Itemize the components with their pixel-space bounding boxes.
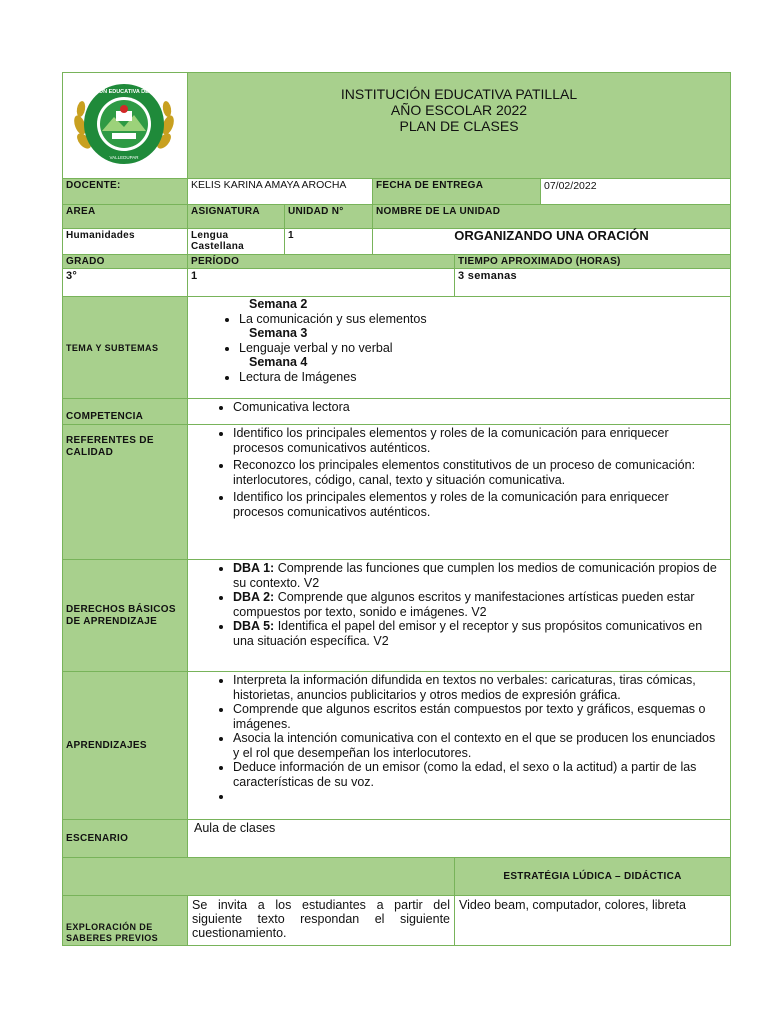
dba-item bbox=[233, 619, 717, 648]
competencia-content bbox=[188, 399, 731, 425]
lesson-plan-document bbox=[62, 72, 730, 946]
tema-content bbox=[188, 297, 731, 399]
aprendizaje-item bbox=[233, 789, 721, 803]
svg-text:INSTITUCIÓN EDUCATIVA DE PATIL: INSTITUCIÓN EDUCATIVA DE PATILLAL bbox=[72, 89, 176, 95]
tema-label: TEMA Y SUBTEMAS bbox=[63, 297, 188, 399]
grado-label: GRADO bbox=[63, 255, 188, 269]
asignatura-value: Lengua Castellana bbox=[188, 229, 285, 255]
week-2-heading: Semana 2 bbox=[249, 297, 308, 311]
fecha-value: 07/02/2022 bbox=[541, 179, 731, 205]
week-3-heading: Semana 3 bbox=[249, 326, 308, 340]
dba-text: Comprende que algunos escritos y manifestaciones artísticas pueden estar compuestos por texto, sonido e imágenes. V2 bbox=[233, 590, 695, 619]
svg-text:VALLEDUPAR: VALLEDUPAR bbox=[109, 155, 139, 160]
competencia-item: • Comunicativa lectora bbox=[233, 400, 727, 415]
referente-item: • Identifico los principales elementos y roles de la comunicación para enriquecer procesos comunicativos auténticos. bbox=[233, 426, 717, 455]
tiempo-label: TIEMPO APROXIMADO (HORAS) bbox=[455, 255, 731, 269]
week-2-topic: • La comunicación y sus elementos bbox=[239, 312, 727, 327]
dba-label: DERECHOS BÁSICOS DE APRENDIZAJE bbox=[63, 560, 188, 672]
dba-text: Comprende las funciones que cumplen los medios de comunicación propios de su contexto. V2 bbox=[233, 561, 717, 590]
exploracion-text: Se invita a los estudiantes a partir del siguiente texto respondan el siguiente cuestionamiento. bbox=[188, 896, 455, 946]
tiempo-value: 3 semanas bbox=[455, 269, 731, 297]
aprendizajes-content bbox=[188, 672, 731, 820]
unidad-value: 1 bbox=[285, 229, 373, 255]
plan-title: PLAN DE CLASES bbox=[399, 118, 519, 134]
aprendizaje-item: • Deduce información de un emisor (como la edad, el sexo o la actitud) a partir de las características de su voz. bbox=[233, 760, 721, 789]
area-value: Humanidades bbox=[63, 229, 188, 255]
dba-item bbox=[233, 561, 717, 590]
referentes-content bbox=[188, 425, 731, 560]
week-4-heading: Semana 4 bbox=[249, 355, 308, 369]
referente-item: • Identifico los principales elementos y roles de la comunicación para enriquecer procesos comunicativos auténticos. bbox=[233, 490, 717, 519]
unidad-label: UNIDAD N° bbox=[285, 205, 373, 229]
week-3-topic: • Lenguaje verbal y no verbal bbox=[239, 341, 727, 356]
aprendizaje-item: • Comprende que algunos escritos están compuestos por texto y gráficos, esquemas o imágenes. bbox=[233, 702, 721, 731]
periodo-value: 1 bbox=[188, 269, 455, 297]
dba-content bbox=[188, 560, 731, 672]
area-label: AREA bbox=[63, 205, 188, 229]
logo-cell bbox=[63, 73, 188, 179]
exploracion-resources: Video beam, computador, colores, libreta bbox=[455, 896, 731, 946]
dba-code: DBA 5: bbox=[233, 619, 275, 633]
docente-label: DOCENTE: bbox=[63, 179, 188, 205]
escenario-value: Aula de clases bbox=[188, 820, 731, 858]
aprendizaje-item: • Asocia la intención comunicativa con el contexto en el que se producen los enunciados y el rol que desempeñan los interlocutores. bbox=[233, 731, 721, 760]
dba-item bbox=[233, 590, 717, 619]
dba-text: Identifica el papel del emisor y el receptor y sus propósitos comunicativos en una situación específica. V2 bbox=[233, 619, 703, 648]
escenario-label: ESCENARIO bbox=[63, 820, 188, 858]
referente-item: • Reconozco los principales elementos constitutivos de un proceso de comunicación: interlocutores, código, canal, texto y situación comunicativa. bbox=[233, 458, 717, 487]
institution-name: INSTITUCIÓN EDUCATIVA PATILLAL bbox=[340, 86, 578, 102]
dba-code: DBA 2: bbox=[233, 590, 275, 604]
nombre-unidad-value: ORGANIZANDO UNA ORACIÓN bbox=[373, 229, 731, 255]
dba-code: DBA 1: bbox=[233, 561, 275, 575]
exploracion-label: EXPLORACIÓN DE SABERES PREVIOS bbox=[63, 896, 188, 946]
aprendizaje-item: • Interpreta la información difundida en textos no verbales: caricaturas, tiras cómicas, historietas, anuncios publicitarios y otros medios de expresión gráfica. bbox=[233, 673, 721, 702]
school-logo bbox=[72, 81, 176, 167]
school-year: AÑO ESCOLAR 2022 bbox=[390, 102, 528, 118]
estrategia-label: ESTRATÉGIA LÚDICA – DIDÁCTICA bbox=[455, 858, 731, 896]
asignatura-label: ASIGNATURA bbox=[188, 205, 285, 229]
week-4-topic: • Lectura de Imágenes bbox=[239, 370, 727, 385]
fecha-label: FECHA DE ENTREGA bbox=[373, 179, 541, 205]
estrategia-empty-cell bbox=[63, 858, 455, 896]
header-title-cell bbox=[188, 73, 731, 179]
lesson-plan-table bbox=[62, 72, 731, 946]
nombre-unidad-label: NOMBRE DE LA UNIDAD bbox=[373, 205, 731, 229]
competencia-label: COMPETENCIA bbox=[63, 399, 188, 425]
grado-value: 3° bbox=[63, 269, 188, 297]
periodo-label: PERÍODO bbox=[188, 255, 455, 269]
aprendizajes-label: APRENDIZAJES bbox=[63, 672, 188, 820]
docente-value: KELIS KARINA AMAYA AROCHA bbox=[188, 179, 373, 205]
referentes-label: REFERENTES DE CALIDAD bbox=[63, 425, 188, 560]
